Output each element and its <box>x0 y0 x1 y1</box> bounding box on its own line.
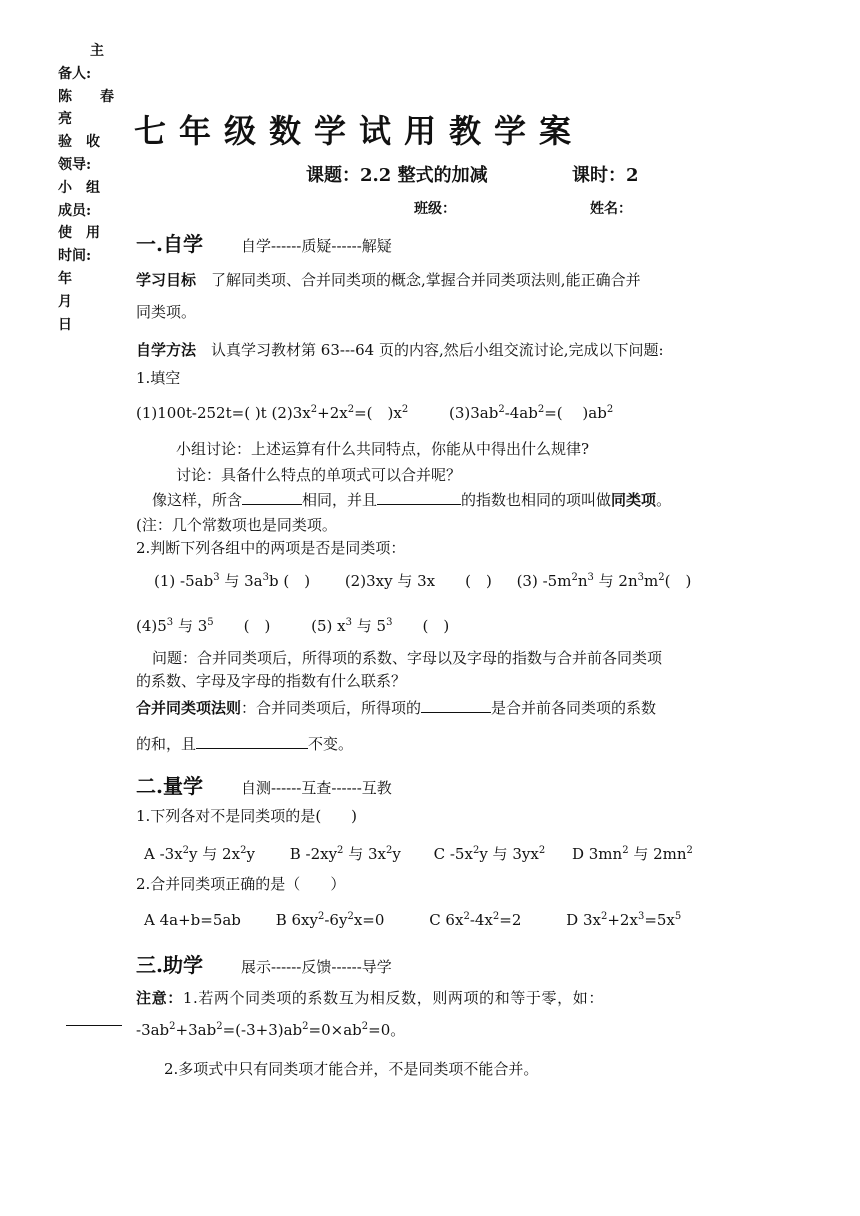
page-title: 七年级数学试用教学案 <box>134 112 585 150</box>
method-text: 认真学习教材第 63---64 页的内容,然后小组交流讨论,完成以下问题: <box>211 341 664 359</box>
judge-item: (2)3xy 与 3x ( ) <box>344 572 492 590</box>
choice-row <box>144 911 681 929</box>
judge-row <box>136 615 449 636</box>
goal-text: 了解同类项、合并同类项的概念,掌握合并同类项法则,能正确合并 <box>211 271 641 289</box>
section-tag: 展示------反馈------导学 <box>240 958 392 976</box>
judge-item: $(4)5^3$ 与 $3^5$ ( ) <box>136 617 271 635</box>
choice-option: D $3x^2+2x^3=5x^5$ <box>566 911 682 929</box>
question-title: 2.判断下列各组中的两项是否是同类项： <box>136 539 406 557</box>
merge-rule-cont: 的和，且 不变。 <box>136 735 354 753</box>
definition-line: 像这样，所含 相同，并且 的指数也相同的项叫做同类项。 <box>152 491 672 509</box>
sidebar-line: 日 <box>58 316 72 333</box>
choice-option: A 4a+b=5ab <box>144 911 241 929</box>
learning-goal-cont: 同类项。 <box>136 303 197 321</box>
class-label: 班级： <box>414 201 456 217</box>
discussion-2: 讨论：具备什么特点的单项式可以合并呢？ <box>176 466 462 484</box>
note-line: (注：几个常数项也是同类项。 <box>136 516 337 534</box>
lesson-topic: 课题：2.2 整式的加减 <box>306 165 488 186</box>
section-title: 二.量学 <box>136 774 203 798</box>
note-label: 注意： <box>136 989 183 1007</box>
sidebar-line: 使 用 <box>58 225 100 242</box>
discussion-1: 小组讨论：上述运算有什么共同特点，你能从中得出什么规律? <box>176 440 590 458</box>
sidebar-line: 领导: <box>58 156 92 173</box>
fill-item: $(3)3ab^2-4ab^2=$( )$ab^2$ <box>448 404 614 422</box>
blank-line <box>377 491 461 505</box>
judge-item: (1) $-5ab^3$ 与 $3a^3b$ ( ) <box>154 572 311 590</box>
method-label: 自学方法 <box>136 341 197 359</box>
margin-rule <box>66 1025 122 1026</box>
sidebar-line: 时间: <box>58 248 92 265</box>
blank-line <box>196 735 308 749</box>
section-heading <box>136 228 392 257</box>
choice-option: C $-5x^2y$ 与 $3yx^2$ <box>433 845 546 863</box>
blank-line <box>242 491 302 505</box>
sidebar-credits <box>58 40 124 336</box>
question-title: 2.合并同类项正确的是（ ） <box>136 875 346 893</box>
fill-item: (1)100t-252t=( )t <box>136 404 267 422</box>
sidebar-line: 验 收 <box>58 134 100 151</box>
fill-item: $(2)3x^2+2x^2=$( )$x^2$ <box>271 404 409 422</box>
question-text: 问题：合并同类项后，所得项的系数、字母以及字母的指数与合并前各同类项 <box>152 649 663 667</box>
sidebar-line: 成员: <box>58 202 92 219</box>
question-title: 1.下列各对不是同类项的是( ) <box>136 807 358 825</box>
choice-option: D $3mn^2$ 与 $2mn^2$ <box>571 845 693 863</box>
sidebar-line: 陈 春 <box>58 88 114 105</box>
question-text-cont: 的系数、字母及字母的指数有什么联系？ <box>136 672 407 690</box>
judge-row <box>154 570 691 591</box>
sidebar-line: 小 组 <box>58 179 100 196</box>
sidebar-line: 亮 <box>58 111 72 128</box>
section-title: 一.自学 <box>136 232 203 256</box>
lesson-period: 课时：2 <box>572 165 639 186</box>
section-tag: 自学------质疑------解疑 <box>240 237 392 255</box>
goal-label: 学习目标 <box>136 271 197 289</box>
attention-example: $-3ab^2+3ab^2=(-3+3)ab^2=0\times ab^2=0$。 <box>136 1021 406 1039</box>
attention-note: 注意：1.若两个同类项的系数互为相反数，则两项的和等于零，如： <box>136 989 604 1007</box>
merge-rule: 合并同类项法则：合并同类项后，所得项的 是合并前各同类项的系数 <box>136 699 657 717</box>
choice-option: B $-2xy^2$ 与 $3x^2y$ <box>289 845 401 863</box>
question-title: 1.填空 <box>136 369 181 387</box>
sidebar-line: 月 <box>58 293 72 310</box>
section-heading <box>136 949 392 978</box>
attention-note-2: 2.多项式中只有同类项才能合并，不是同类项不能合并。 <box>164 1060 539 1078</box>
sidebar-line: 年 <box>58 270 72 287</box>
learning-goal <box>136 269 641 290</box>
section-tag: 自测------互查------互教 <box>240 779 392 797</box>
blank-line <box>421 699 491 713</box>
name-label: 姓名： <box>590 201 632 217</box>
section-heading <box>136 770 392 799</box>
rule-label: 合并同类项法则 <box>136 699 242 717</box>
section-title: 三.助学 <box>136 953 203 977</box>
choice-row <box>144 843 693 864</box>
choice-option: B $6xy^2-6y^2x=0$ <box>275 911 385 929</box>
sidebar-line: 备人: <box>58 65 92 82</box>
sidebar-line: 主 <box>90 43 104 59</box>
choice-option: A $-3x^2y$ 与 $2x^2y$ <box>144 845 255 863</box>
judge-item: (3) $-5m^2n^3$ 与 $2n^3m^2$( ) <box>516 572 692 590</box>
study-method <box>136 339 664 360</box>
choice-option: C $6x^2-4x^2=2$ <box>429 911 522 929</box>
judge-item: (5) $x^3$ 与 $5^3$ ( ) <box>311 617 450 635</box>
fill-blank-row <box>136 402 613 423</box>
